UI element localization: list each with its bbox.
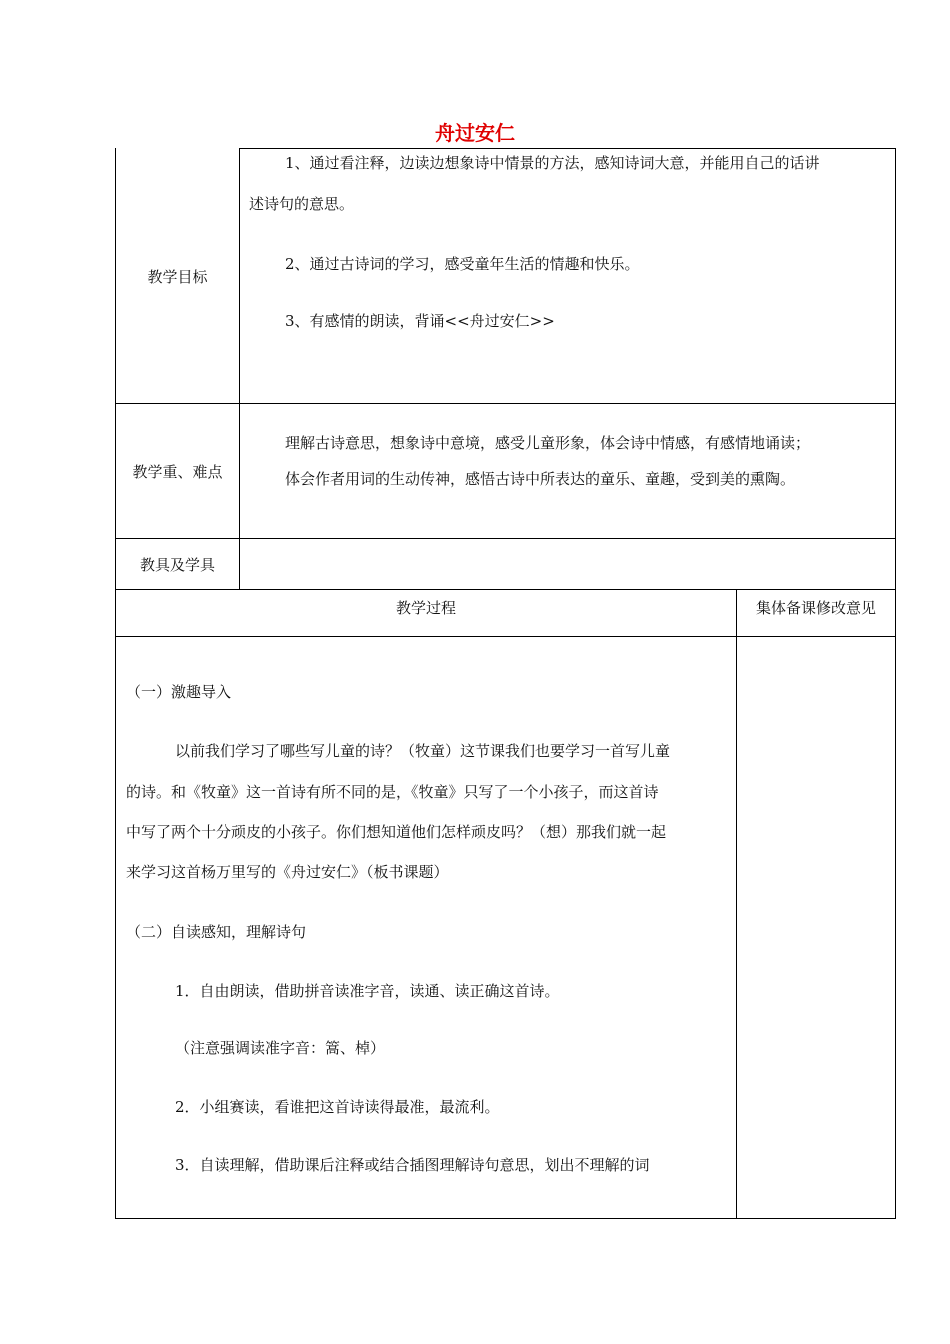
section-1-title: （一）激趣导入 bbox=[126, 683, 232, 701]
objective-line-1b: 述诗句的意思。 bbox=[249, 195, 355, 213]
step-1-note: （注意强调读准字音：篙、棹） bbox=[175, 1039, 386, 1057]
notes-column-divider bbox=[736, 589, 737, 1219]
objectives-inner-top-border bbox=[239, 148, 896, 149]
para-1-line-3: 中写了两个十分顽皮的小孩子。你们想知道他们怎样顽皮吗？（想）那我们就一起 bbox=[126, 823, 667, 841]
process-header: 教学过程 bbox=[395, 598, 456, 617]
para-1-line-4: 来学习这首杨万里写的《舟过安仁》（板书课题） bbox=[126, 863, 449, 881]
tools-label: 教具及学具 bbox=[139, 555, 215, 574]
step-3: 3．自读理解，借助课后注释或结合插图理解诗句意思，划出不理解的词 bbox=[175, 1156, 650, 1174]
objectives-label: 教学目标 bbox=[147, 267, 208, 286]
key-points-line-2: 体会作者用词的生动传神，感悟古诗中所表达的童乐、童趣，受到美的熏陶。 bbox=[285, 470, 796, 488]
para-1-line-2: 的诗。和《牧童》这一首诗有所不同的是，《牧童》只写了一个小孩子，而这首诗 bbox=[126, 783, 659, 801]
objective-line-3: 3、有感情的朗读，背诵<<舟过安仁>> bbox=[285, 312, 555, 330]
key-points-label: 教学重、难点 bbox=[132, 462, 223, 481]
notes-header: 集体备课修改意见 bbox=[755, 598, 876, 617]
section-2-title: （二）自读感知，理解诗句 bbox=[126, 923, 307, 941]
step-2: 2．小组赛读，看谁把这首诗读得最准，最流利。 bbox=[175, 1098, 500, 1116]
row-divider-process-header bbox=[115, 636, 896, 637]
para-1-line-1: 以前我们学习了哪些写儿童的诗？（牧童）这节课我们也要学习一首写儿童 bbox=[175, 742, 671, 760]
key-points-line-1: 理解古诗意思，想象诗中意境，感受儿童形象，体会诗中情感，有感情地诵读； bbox=[285, 434, 811, 452]
step-1: 1．自由朗读，借助拼音读准字音，读通、读正确这首诗。 bbox=[175, 982, 560, 1000]
table-border-bottom bbox=[115, 1218, 896, 1219]
objective-line-2: 2、通过古诗词的学习，感受童年生活的情趣和快乐。 bbox=[285, 255, 640, 273]
objective-line-1a: 1、通过看注释，边读边想象诗中情景的方法，感知诗词大意，并能用自己的话讲 bbox=[285, 154, 820, 172]
table-border-right bbox=[895, 148, 896, 1219]
page-title: 舟过安仁 bbox=[435, 121, 515, 145]
label-column-divider bbox=[239, 148, 240, 589]
